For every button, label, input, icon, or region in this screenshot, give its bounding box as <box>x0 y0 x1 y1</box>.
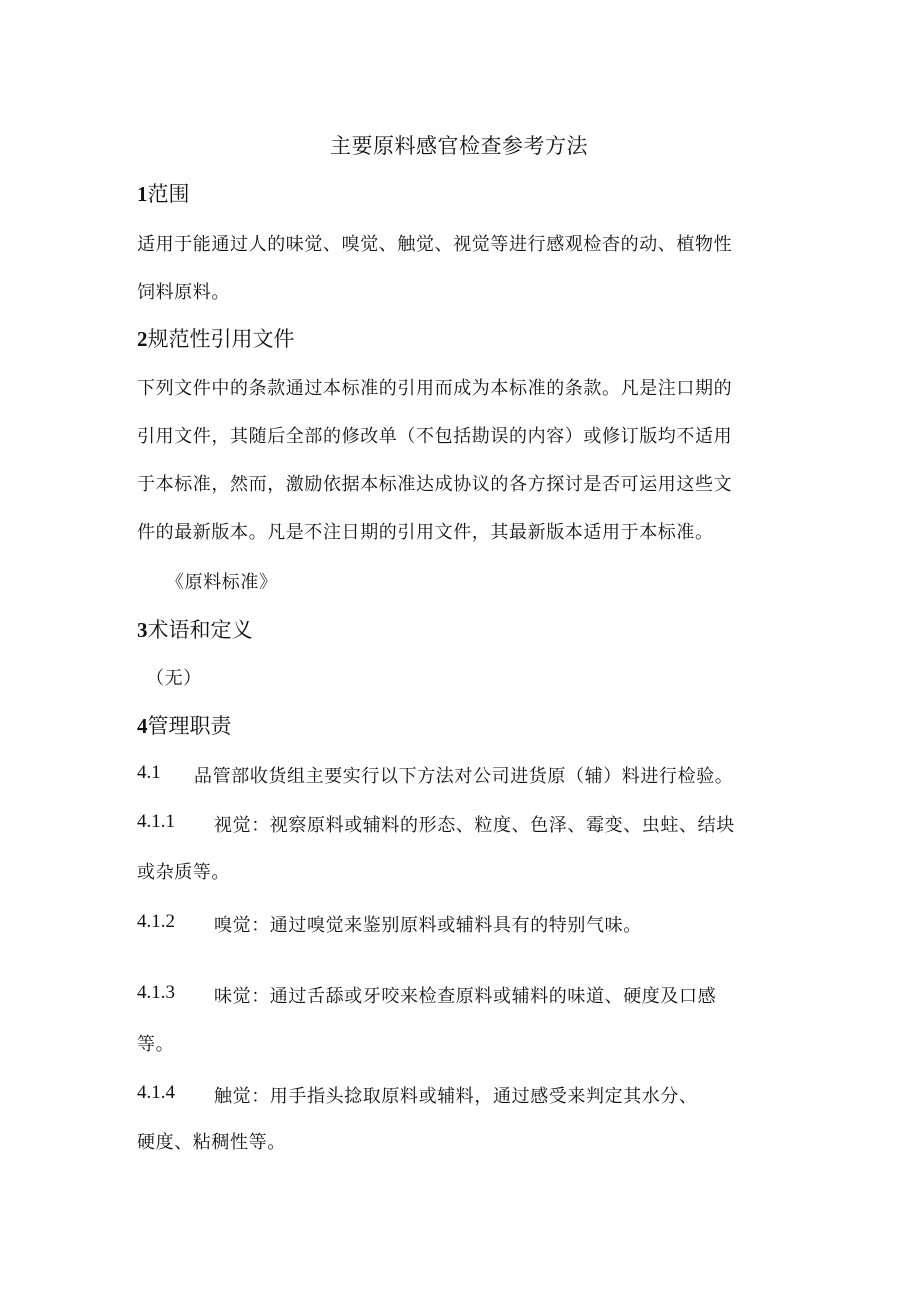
clause-4-1-3-line-2: 等。 <box>137 1034 175 1055</box>
clause-number: 4.1 <box>137 762 161 783</box>
clause-4-1-4-line-1: 触觉：用手指头捻取原料或辅料，通过感受来判定其水分、 <box>214 1086 698 1107</box>
section-2-line-1: 下列文件中的条款通过本标准的引用而成为本标准的条款。凡是注口期的 <box>137 378 733 399</box>
section-2-line-3: 于本标准，然而，激励依据本标准达成协议的各方探讨是否可运用这些文 <box>137 474 733 495</box>
clause-4-1-3-line-1: 味觉：通过舌舔或牙咬来检查原料或辅料的味道、硬度及口感 <box>214 986 717 1007</box>
clause-number: 4.1.3 <box>137 982 175 1003</box>
clause-number: 4.1.2 <box>137 911 175 932</box>
section-title: 管理职责 <box>147 714 232 738</box>
clause-4-1-1-line-2: 或杂质等。 <box>137 862 230 883</box>
section-2-line-4: 件的最新版本。凡是不注日期的引用文件，其最新版本适用于本标准。 <box>137 522 714 543</box>
clause-4-1-2-text: 嗅觉：通过嗅觉来鉴别原料或辅料具有的特别气味。 <box>214 915 642 936</box>
clause-4-1-4-line-2: 硬度、粘稠性等。 <box>137 1132 286 1153</box>
section-number: 2 <box>137 327 148 351</box>
section-1-heading <box>137 178 190 208</box>
reference-document: 《原料标准》 <box>166 572 278 593</box>
section-2-line-2: 引用文件，其随后全部的修改单（不包括勘误的内容）或修订版均不适用 <box>137 426 733 447</box>
section-1-line-1: 适用于能通过人的味觉、嗅觉、触觉、视觉等进行感观检杳的动、植物性 <box>137 234 733 255</box>
clause-number: 4.1.4 <box>137 1082 175 1103</box>
section-3-heading <box>137 614 253 644</box>
section-1-line-2: 饲料原料。 <box>137 282 230 303</box>
section-title: 术语和定义 <box>147 618 253 642</box>
section-title: 规范性引用文件 <box>147 327 295 351</box>
section-number: 3 <box>137 618 148 642</box>
section-title: 范围 <box>147 182 190 206</box>
clause-number: 4.1.1 <box>137 811 175 832</box>
section-number: 4 <box>137 714 148 738</box>
section-4-heading <box>137 710 232 740</box>
clause-4-1-text: 品管部收货组主要实行以下方法对公司进货原（辅）料进行检验。 <box>194 766 734 787</box>
section-number: 1 <box>137 182 148 206</box>
page-title: 主要原料感官检查参考方法 <box>330 134 588 158</box>
clause-4-1-1-line-1: 视觉：视察原料或辅料的形态、粒度、色泽、霉变、虫蛀、结块 <box>214 815 735 836</box>
section-2-heading <box>137 323 295 353</box>
section-3-body: （无） <box>146 668 202 689</box>
